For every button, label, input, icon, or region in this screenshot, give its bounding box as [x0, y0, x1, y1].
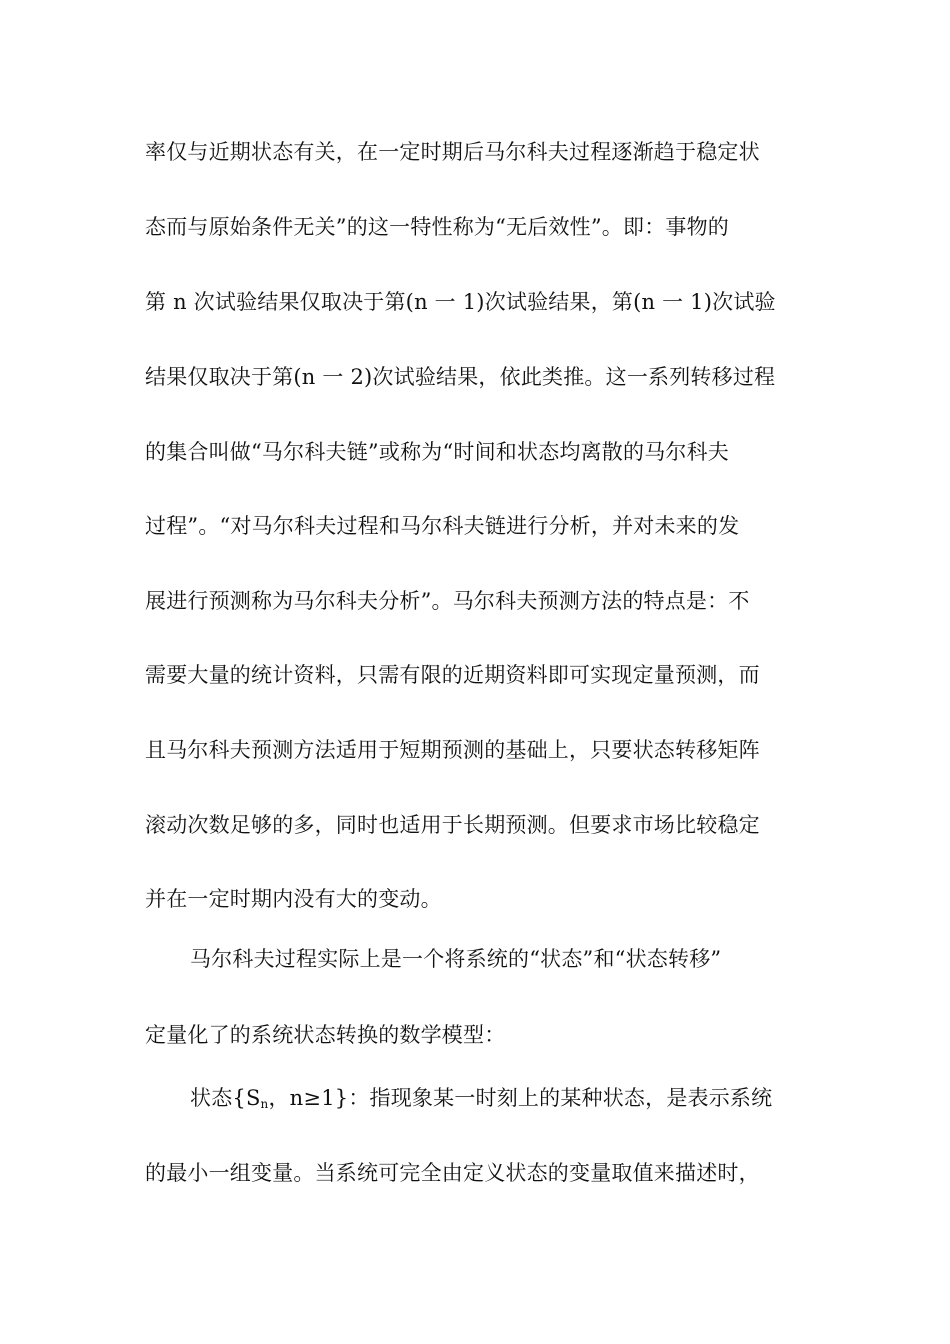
paragraph-line: 定量化了的系统状态转换的数学模型：	[145, 1023, 506, 1047]
state-suffix: ，n≥1}：指现象某一时刻上的某种状态，是表示系统	[268, 1086, 773, 1110]
state-definition-line	[190, 1083, 810, 1113]
paragraph-line: 展进行预测称为马尔科夫分析”。马尔科夫预测方法的特点是：不	[145, 589, 750, 613]
paragraph-line: 率仅与近期状态有关，在一定时期后马尔科夫过程逐渐趋于稳定状	[145, 140, 760, 164]
paragraph-line: 结果仅取决于第(n 一 2)次试验结果，依此类推。这一系列转移过程	[145, 365, 776, 389]
paragraph-line: 的集合叫做“马尔科夫链”或称为“时间和状态均离散的马尔科夫	[145, 440, 730, 464]
paragraph-line: 态而与原始条件无关”的这一特性称为“无后效性”。即：事物的	[145, 215, 730, 239]
state-prefix: 状态{S	[190, 1086, 261, 1110]
paragraph-line: 且马尔科夫预测方法适用于短期预测的基础上，只要状态转移矩阵	[145, 738, 760, 762]
paragraph-line: 过程”。“对马尔科夫过程和马尔科夫链进行分析，并对未来的发	[145, 514, 740, 538]
paragraph-line: 需要大量的统计资料，只需有限的近期资料即可实现定量预测，而	[145, 663, 760, 687]
state-subscript: n	[260, 1097, 269, 1111]
paragraph-line: 滚动次数足够的多，同时也适用于长期预测。但要求市场比较稳定	[145, 813, 760, 837]
paragraph-line: 并在一定时期内没有大的变动。	[145, 887, 442, 911]
paragraph-line: 第 n 次试验结果仅取决于第(n 一 1)次试验结果，第(n 一 1)次试验	[145, 290, 776, 314]
paragraph-line: 的最小一组变量。当系统可完全由定义状态的变量取值来描述时，	[145, 1161, 760, 1185]
paragraph-first-line: 马尔科夫过程实际上是一个将系统的“状态”和“状态转移”	[190, 947, 722, 971]
